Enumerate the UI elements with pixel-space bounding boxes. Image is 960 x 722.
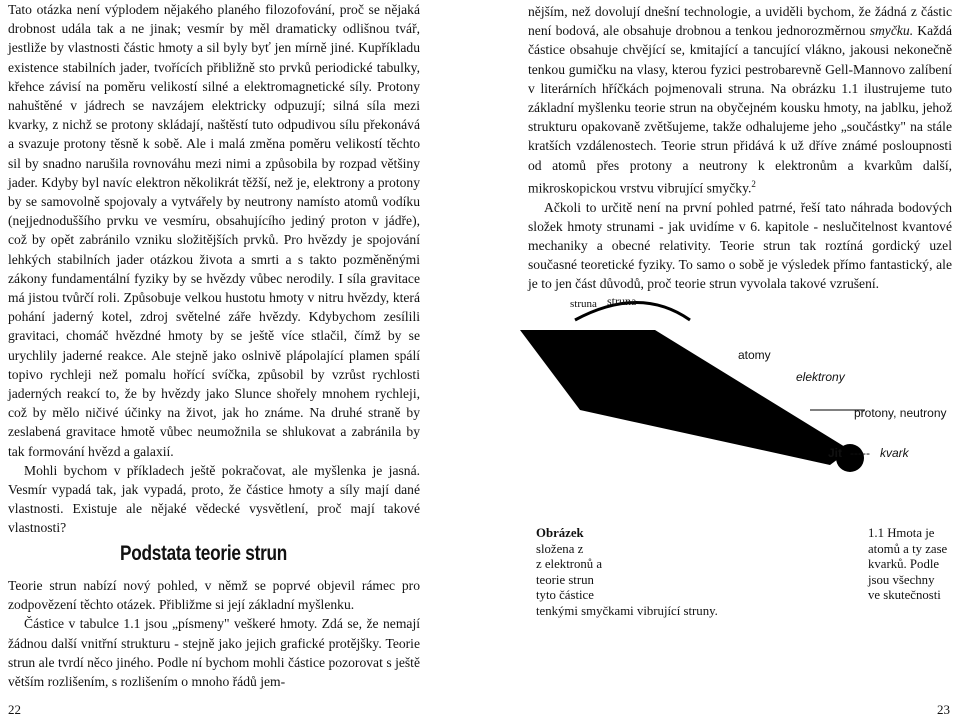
footnote-mark: 2 <box>751 178 756 189</box>
caption-line: jsou všechny <box>868 572 935 587</box>
label-dashes: ----- <box>850 446 870 460</box>
apple-zoom-illustration <box>520 290 960 520</box>
caption-line: kvarků. Podle <box>868 557 940 571</box>
caption-line: teorie strun <box>536 572 594 587</box>
left-column-upper <box>8 0 420 538</box>
caption-line: 1.1 Hmota je <box>868 526 935 540</box>
caption-line: ve skutečnosti <box>868 588 941 602</box>
right-column <box>528 2 952 294</box>
page-number-right: 23 <box>937 702 950 717</box>
caption-word: Obrázek <box>536 526 584 540</box>
label-atomy: atomy <box>738 348 771 362</box>
paragraph-text: Každá částice obsahuje chvějící se, kmitající a tancující vlákno, jakousi nekonečně tenkou gumičku na vlasy, kterou fyzici pestrobarevně Gell-Mannovo zalíbení v literárních hříčkách pojmenovali struna. Na obrázku 1.1 ilustrujeme tuto základní myšlenku teorie strun na obyčejném kousku hmoty, na jablku, jehož strukturu opakovaně zvětšujeme, takže odhalujeme jeho „součástky" na stále kratších vzdálenostech. Teorie strun přidává k už dříve známé posloupnosti od atomů přes protony a neutrony k elektronům a kvarkům další, mikroskopickou vrstvu vibrující smyčky. <box>528 23 952 196</box>
emphasis-text: smyčku. <box>869 23 914 39</box>
paragraph <box>528 2 952 198</box>
label-protony-neutrony: protony, neutrony <box>854 406 947 420</box>
section-heading: Podstata teorie strun <box>120 542 288 565</box>
caption-line: z elektronů a <box>536 557 603 571</box>
paragraph: Tato otázka není výplodem nějakého planého filozofování, proč se nějaká drobnost udála tak a ne jinak; vesmír by měl dramaticky odlišnou tvář, jestliže by vlastnosti částic hmoty a sil byly byť jen mírně jiné. Kupříkladu existence stabilních jader, tvořících přibližně sto prvků periodické tabulky, křehce závisí na poměru velikostí silné a elektromagnetické síly. Protony nahuštěné v jádrech se navzájem elektricky odpuzují; silná síla mezi kvarky, z nichž se protony skládají, naštěstí tuto odpudivou sílu překonává a svazuje protony těsně k sobě. Ale i malá změna poměru velikostí těchto sil by snadno narušila rovnováhu mezi nimi a způsobila by rozpad většiny jader. Kdyby byl navíc elektron několikrát těžší, než je, elektrony a protony by se samovolně spojovaly a vytvářely by neutrony namísto atomů vodíku (nejjednoduššího prvku ve vesmíru, obsahujícího jediný proton v jádře), což by opět zabránilo vzniku složitějších prvků. Pro hvězdy je spojování lehkých stabilních jader otázkou života a smrti a s takto pozměněnými zákony fundamentální fyziky by se hvězdy vůbec nerodily. I síla gravitace má jistou tvůrčí roli. Způsobuje velkou hustotu hmoty v nitru hvězdy, která pohání jaderný kotel, zdroj světelné záře hvězdy. Kdybychom zesílili gravitaci, chomáč hvězdné hmoty by se ještě více stlačil, čímž by se urychlily jaderné reakce. Ale stejně jako oslnivě plápolající plamen spálí topivo rychleji než pomalu hořící svíčka, způsobil by vzrůst rychlosti jaderných reakcí to, že by hvězdy jako Slunce shořely mnohem rychleji, což by mělo ničivé účinky na život, jak ho známe. Na druhé straně by zeslabená gravitace hmotě vůbec neumožnila se shlukovat a zabránila by tak formování hvězd a galaxií. <box>8 2 420 459</box>
paragraph: Teorie strun nabízí nový pohled, v němž se poprvé objevil rámec pro zodpovězení těchto otázek. Přibližme si její základní myšlenku. <box>8 578 420 613</box>
paragraph: Částice v tabulce 1.1 jsou „písmeny" veškeré hmoty. Zdá se, že nemají žádnou další vnitřní strukturu - stejně jako jejich grafické protějšky. Teorie strun ale tvrdí něco jiného. Podle ní bychom mohli částice pozorovat s ještě větším rozlišením, s rozlišením o mnoho řádů jem- <box>8 616 420 690</box>
caption-line: tyto částice <box>536 588 594 602</box>
left-column-lower <box>8 576 420 691</box>
label-jit: Jit <box>828 446 843 460</box>
caption-line: tenkými smyčkami vibrující struny. <box>536 603 718 618</box>
paragraph: Mohli bychom v příkladech ještě pokračovat, ale myšlenka je jasná. Vesmír vypadá tak, jak vypadá, proto, že částice hmoty a síly mají dané vlastnosti. Existuje ale nějaké vědecké vysvětlení, proč mají takové vlastnosti? <box>8 462 420 536</box>
label-struna: struna <box>607 294 637 308</box>
zoom-wedge <box>520 330 850 465</box>
label-elektrony: elektrony <box>796 370 845 384</box>
label-struna: struna <box>570 298 597 310</box>
figure-caption-left <box>536 526 746 619</box>
zoom-figure <box>520 290 960 520</box>
label-kvark: kvark <box>880 446 909 460</box>
caption-line: atomů a ty zase <box>868 541 948 556</box>
figure-caption-right <box>868 526 956 604</box>
page-number-left: 22 <box>8 702 21 717</box>
paragraph: Ačkoli to určitě není na první pohled patrné, řeší tato náhrada bodových složek hmoty strunami - jak uvidíme v 6. kapitole - neslučitelnost kvantové mechaniky a obecné relativity. Teorie strun tak roztíná gordický uzel současné teoretické fyziky. To samo o sobě je výsledek přímo fantastický, ale je to jen část důvodů, proč teorie strun vyvolala takové vzrušení. <box>528 199 952 292</box>
paragraph-text: nějším, než dovolují dnešní technologie, a uviděli bychom, že žádná z částic není bodová, ale obsahuje drobnou a tenkou jednorozměrnou <box>528 4 952 39</box>
caption-line: složena z <box>536 541 584 556</box>
